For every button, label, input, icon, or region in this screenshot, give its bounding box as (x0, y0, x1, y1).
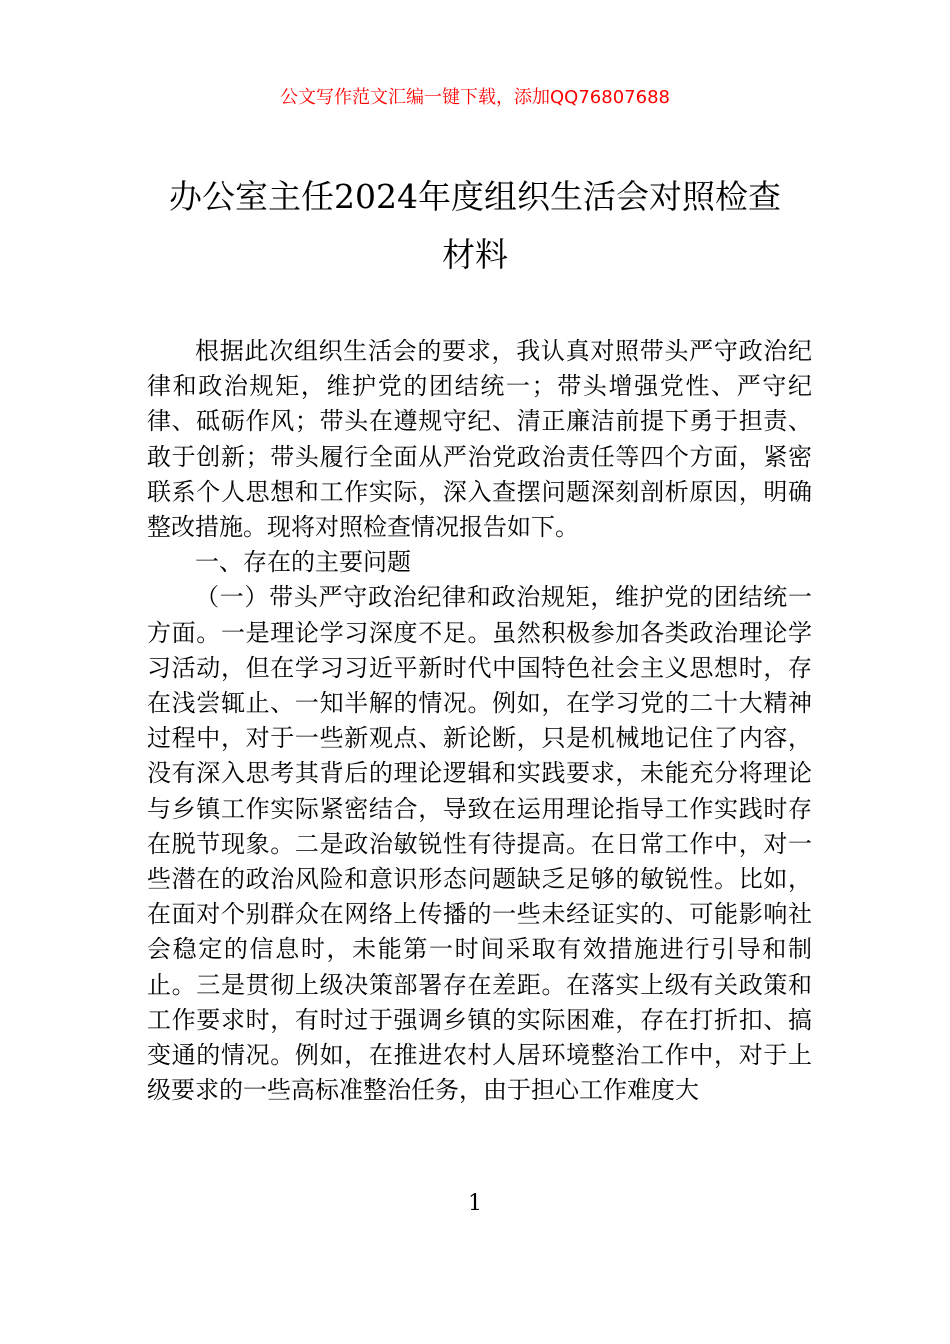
document-body (147, 334, 812, 1108)
title-line-1: 办公室主任2024年度组织生活会对照检查 (169, 177, 781, 216)
document-title (120, 168, 830, 284)
page-number: 1 (468, 1191, 482, 1216)
body-paragraph: （一）带头严守政治纪律和政治规矩，维护党的团结统一方面。一是理论学习深度不足。虽然积极参加各类政治理论学习活动，但在学习习近平新时代中国特色社会主义思想时，存在浅尝辄止、一知半解的情况。例如，在学习党的二十大精神过程中，对于一些新观点、新论断，只是机械地记住了内容，没有深入思考其背后的理论逻辑和实践要求，未能充分将理论与乡镇工作实际紧密结合，导致在运用理论指导工作实践时存在脱节现象。二是政治敏锐性有待提高。在日常工作中，对一些潜在的政治风险和意识形态问题缺乏足够的敏锐性。比如，在面对个别群众在网络上传播的一些未经证实的、可能影响社会稳定的信息时，未能第一时间采取有效措施进行引导和制止。三是贯彻上级决策部署存在差距。在落实上级有关政策和工作要求时，有时过于强调乡镇的实际困难，存在打折扣、搞变通的情况。例如，在推进农村人居环境整治工作中，对于上级要求的一些高标准整治任务，由于担心工作难度大 (147, 583, 812, 1105)
intro-paragraph: 根据此次组织生活会的要求，我认真对照带头严守政治纪律和政治规矩，维护党的团结统一；带头增强党性、严守纪律、砥砺作风；带头在遵规守纪、清正廉洁前提下勇于担责、敢于创新；带头履行全面从严治党政治责任等四个方面，紧密联系个人思想和工作实际，深入查摆问题深刻剖析原因，明确整改措施。现将对照检查情况报告如下。 (147, 337, 812, 542)
section-heading: 一、存在的主要问题 (195, 548, 411, 577)
download-promo-link[interactable]: 公文写作范文汇编一键下载，添加QQ76807688 (280, 87, 670, 108)
title-line-2: 材料 (442, 235, 508, 274)
